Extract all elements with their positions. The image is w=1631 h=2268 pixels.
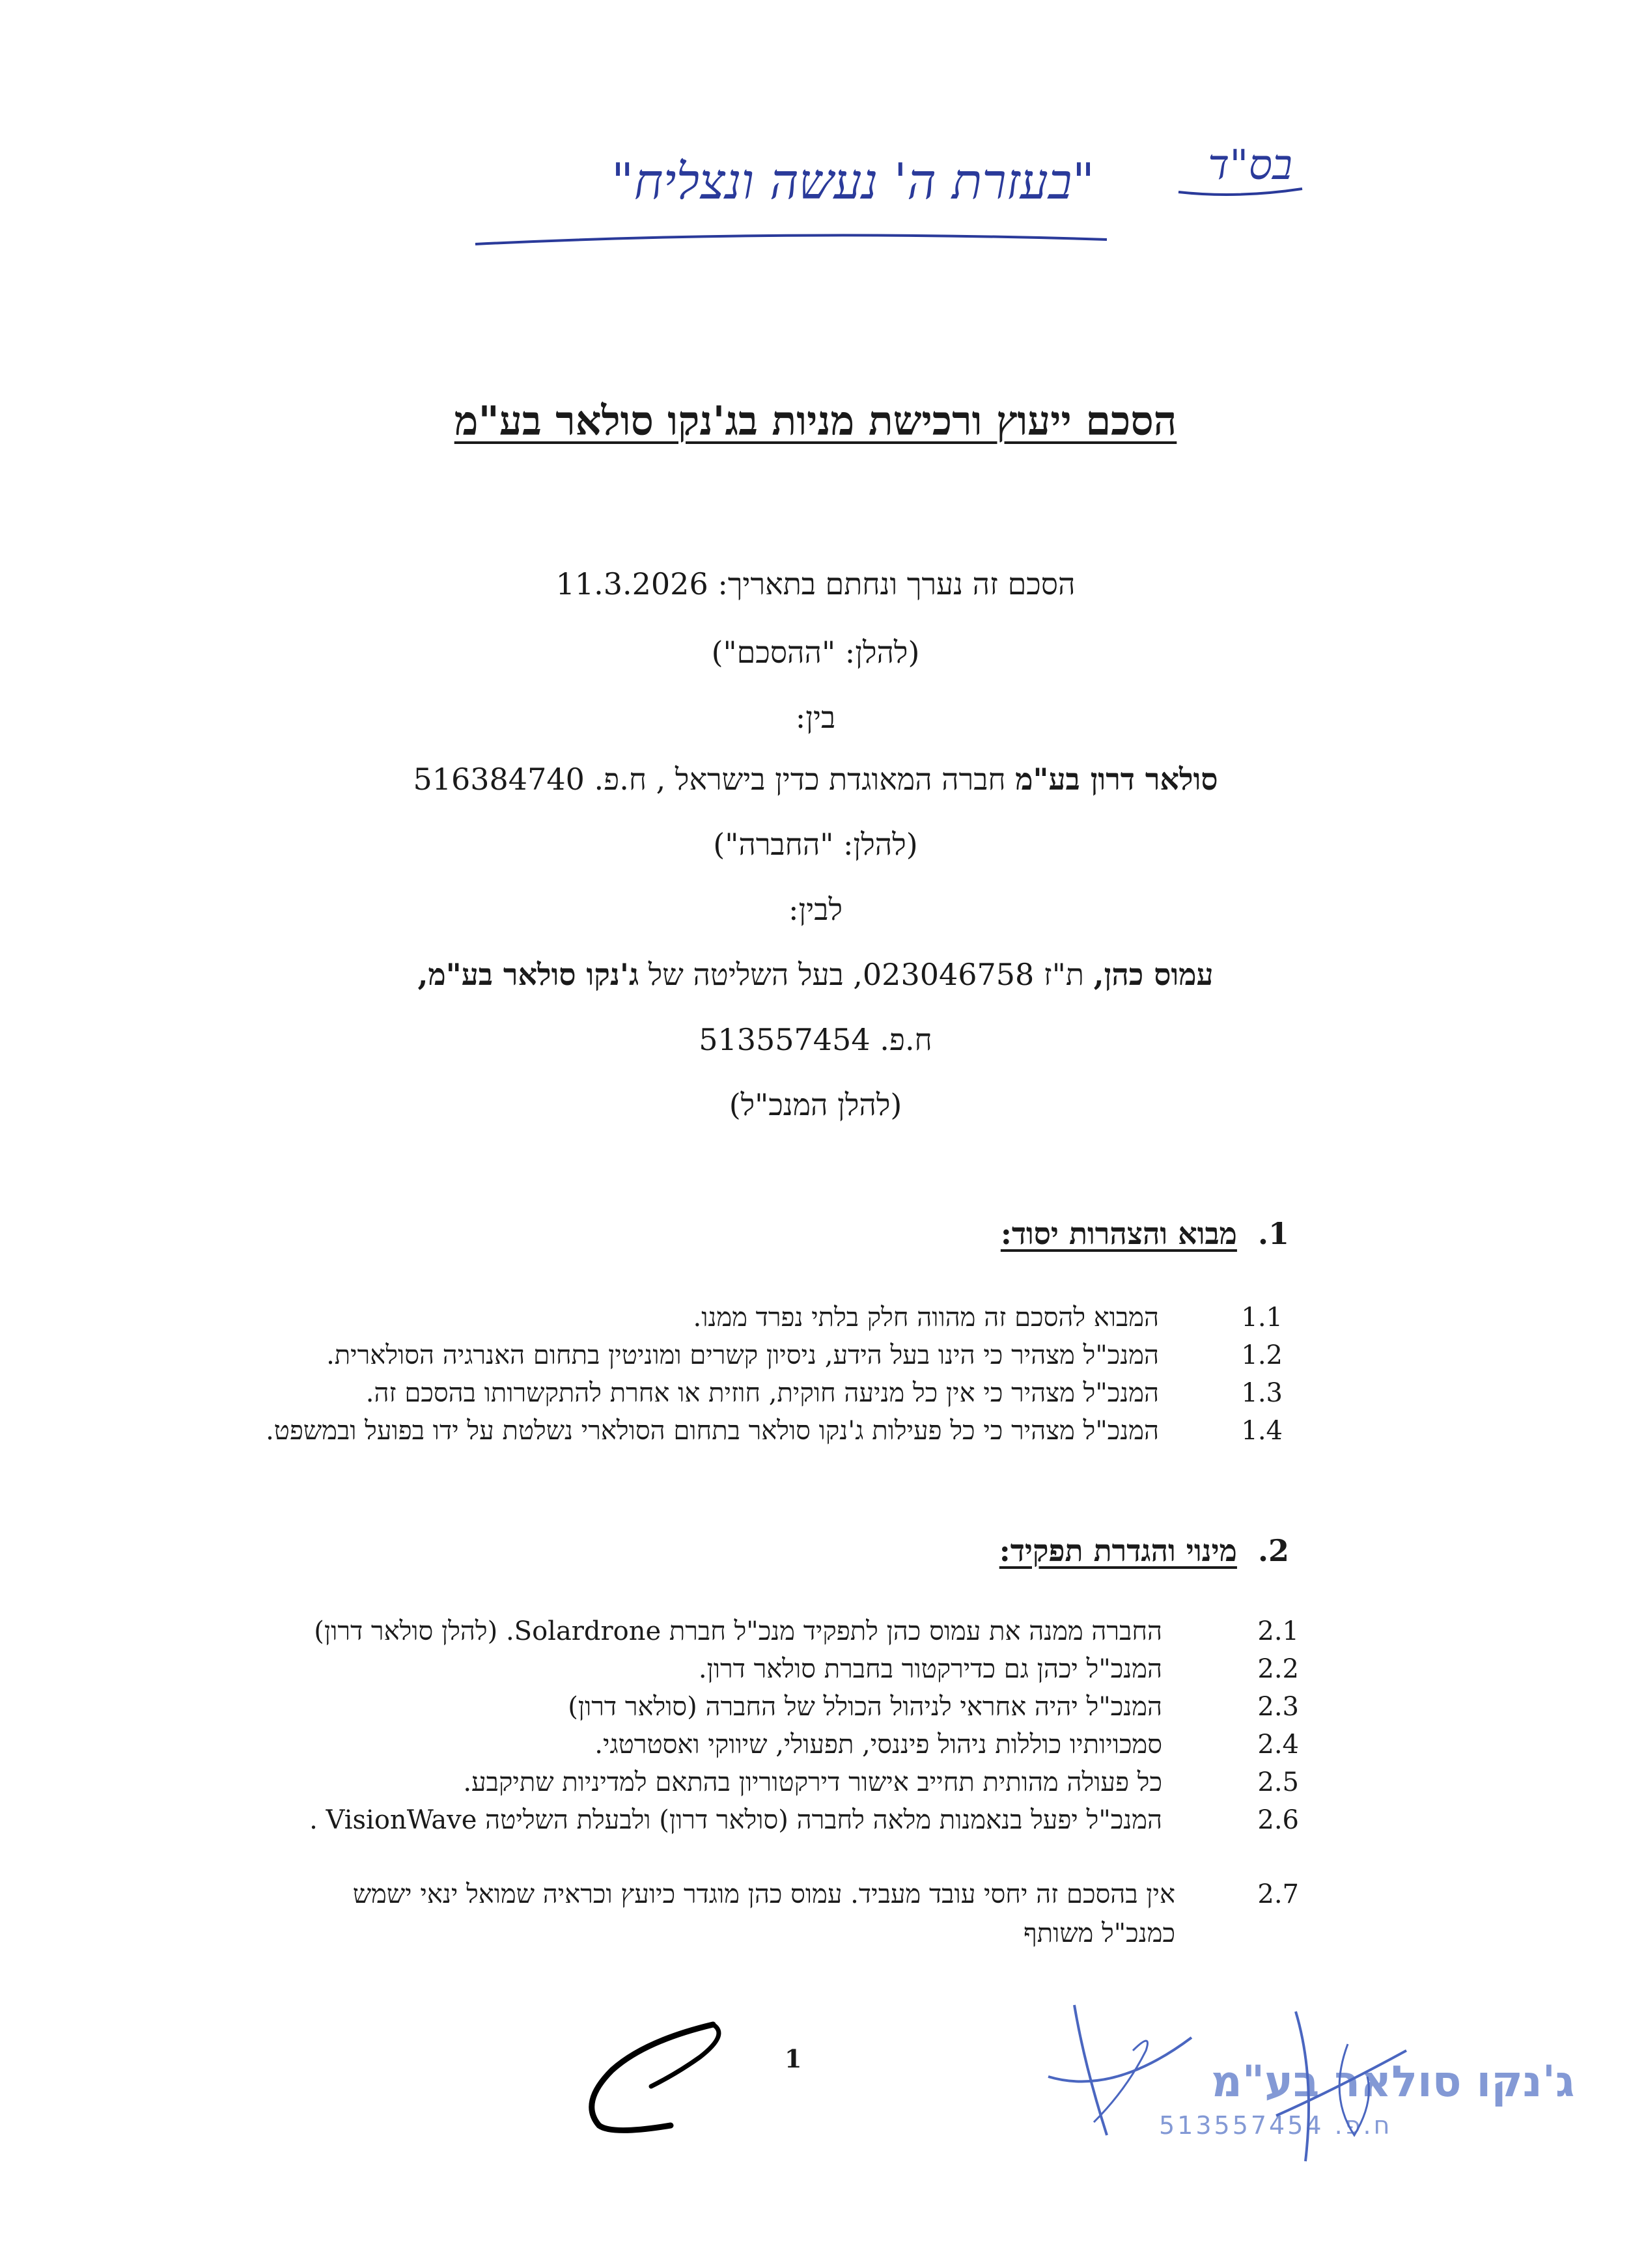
company-description: חברה המאוגדת כדין בישראל , ח.פ. 516384740: [413, 762, 1016, 797]
signature-left: [573, 2012, 742, 2142]
stamp-company-name: ג'נקו סולאר בע"מ: [1211, 2056, 1575, 2107]
hereinafter-agreement: (להלן: "ההסכם"): [711, 635, 920, 670]
hereinafter-ceo: (להלן המנכ"ל): [729, 1087, 902, 1122]
page-number: 1: [785, 2044, 802, 2073]
between-label: בין:: [795, 700, 836, 735]
section-number: 1.: [1257, 1216, 1289, 1251]
clause-2-6: 2.6המנכ"ל יפעל בנאמנות מלאה לחברה (סולאר דרון) ולבעלת השליטה VisionWave .: [309, 1805, 1299, 1835]
company-name: סולאר דרון בע"מ: [1015, 762, 1218, 797]
document-title: הסכם ייעוץ ורכישת מניות בג'נקו סולאר בע"מ: [454, 397, 1177, 445]
person-party-line: [0, 957, 1631, 992]
section-number: 2.: [1257, 1533, 1289, 1568]
signature-right: [1035, 1992, 1205, 2148]
date-line: הסכם זה נערך ונחתם בתאריך: 11.3.2026: [555, 566, 1076, 602]
clause-2-3: 2.3המנכ"ל יהיה אחראי לניהול הכולל של החברה (סולאר דרון): [568, 1692, 1299, 1722]
section-title: מינוי והגדרת תפקיד:: [999, 1533, 1237, 1568]
stamp-company-id: ח.פ. 513557454: [1159, 2111, 1393, 2140]
company-party-line: [0, 762, 1631, 797]
and-between-label: לבין:: [788, 892, 843, 927]
handwritten-bsd: בס"ד: [1208, 141, 1292, 189]
clause-2-2: 2.2המנכ"ל יכהן גם כדירקטור בחברת סולאר דרון.: [698, 1654, 1299, 1684]
clause-1-2: 1.2המנכ"ל מצהיר כי הינו בעל הידע, ניסיון קשרים ומוניטין בתחום האנרגיה הסולארית.: [326, 1340, 1283, 1370]
clause-2-4: 2.4סמכויותיו כוללות ניהול פיננסי, תפעולי, שיווקי ואסטרטגי.: [594, 1730, 1299, 1760]
signature-far-right: [1270, 2005, 1419, 2168]
section-1-heading: [1001, 1216, 1289, 1251]
hereinafter-company: (להלן: "החברה"): [713, 827, 918, 862]
clause-1-3: 1.3המנכ"ל מצהיר כי אין כל מניעה חוקית, חוזית או אחרת להתקשרותו בהסכם זה.: [365, 1378, 1283, 1408]
clause-2-7: 2.7 אין בהסכם זה יחסי עובד מעביד. עמוס כהן מוגדר כיועץ וכראיה שמואל ינאי ישמש כמנכ"ל משותף: [352, 1879, 1299, 1948]
person-description: ת"ז 023046758, בעל השליטה של: [639, 957, 1094, 992]
handwritten-blessing: "בעזרת ה' נעשה ונצליח": [611, 152, 1095, 210]
person-company-id: ח.פ. 513557454: [699, 1022, 932, 1057]
handwritten-header: [456, 117, 1367, 260]
clause-1-4: 1.4המנכ"ל מצהיר כי כל פעילות ג'נקו סולאר בתחום הסולארי נשלטת על ידו בפועל ובמשפט.: [266, 1416, 1283, 1446]
person-company: ג'נקו סולאר בע"מ,: [417, 957, 639, 992]
clause-2-5: 2.5כל פעולה מהותית תחייב אישור דירקטוריון בהתאם למדיניות שתיקבע.: [463, 1767, 1299, 1797]
clause-1-1: 1.1המבוא להסכם זה מהווה חלק בלתי נפרד ממנו.: [693, 1303, 1283, 1333]
person-name: עמוס כהן,: [1093, 957, 1214, 992]
section-title: מבוא והצהרות יסוד:: [1000, 1216, 1237, 1251]
clause-2-1: 2.1החברה ממנה את עמוס כהן לתפקיד מנכ"ל חברת Solardrone. (להלן סולאר דרון): [314, 1616, 1299, 1646]
section-2-heading: [999, 1533, 1289, 1568]
